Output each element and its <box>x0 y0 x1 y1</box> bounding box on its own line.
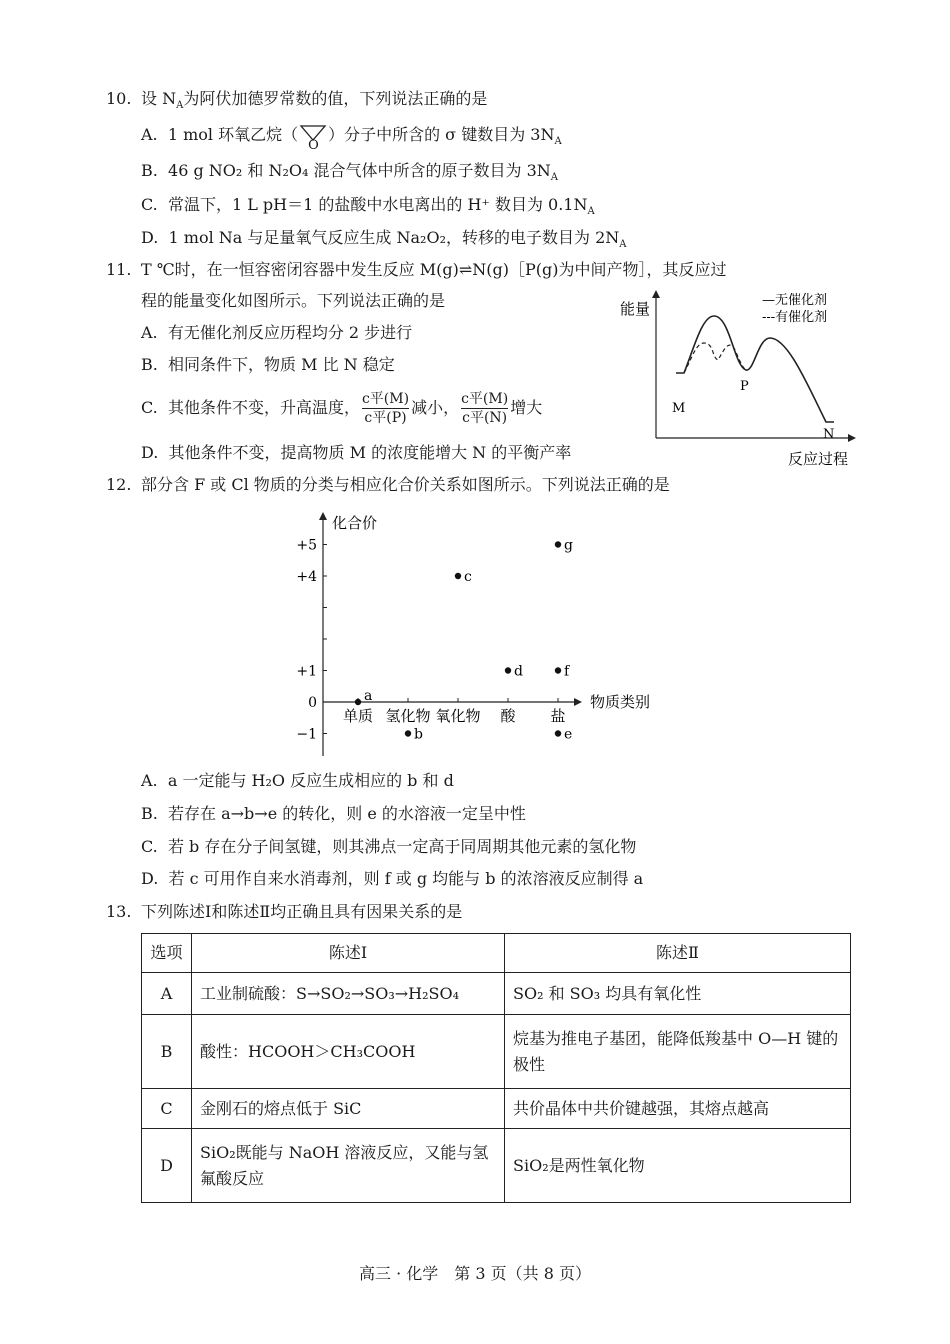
data-point-f <box>555 667 561 673</box>
epoxide-structure-icon: O <box>298 125 328 147</box>
y-tick-label: −1 <box>296 726 317 743</box>
header-statement-1: 陈述Ⅰ <box>192 934 505 973</box>
data-point-label: f <box>564 663 570 680</box>
q10-option-b: B. 46 g NO₂ 和 N₂O₄ 混合气体中所含的原子数目为 $3N_A$ <box>141 161 559 184</box>
table-row <box>142 1015 851 1089</box>
table-row <box>142 1129 851 1203</box>
q11-option-b: B. 相同条件下，物质 M 比 N 稳定 <box>141 355 395 374</box>
q12-option-c: C. 若 b 存在分子间氢键，则其沸点一定高于同周期其他元素的氢化物 <box>141 837 637 856</box>
data-point-g <box>555 541 561 547</box>
q13-number: 13. <box>106 902 132 921</box>
q10-number: 10. <box>106 89 132 108</box>
category-axis-label: 物质类别 <box>590 693 651 711</box>
row-statement-1: 工业制硫酸：S→SO₂→SO₃→H₂SO₄ <box>192 973 505 1015</box>
y-tick-label: +5 <box>296 537 317 554</box>
q11-number: 11. <box>106 260 132 279</box>
q11-stem-line2: 程的能量变化如图所示。下列说法正确的是 <box>141 291 446 310</box>
curve-no-catalyst <box>676 316 834 422</box>
row-statement-1: 酸性：HCOOH＞CH₃COOH <box>192 1015 505 1089</box>
q10-stem: 设 $N_A$为阿伏加德罗常数的值，下列说法正确的是 <box>141 89 488 112</box>
table-row <box>142 1089 851 1129</box>
fraction-m-over-p: $\frac{\text{c平(M)}}{\text{c平(P)}}$ <box>361 391 410 426</box>
category-label: 氧化物 <box>435 707 481 725</box>
valence-axis-label: 化合价 <box>332 514 378 532</box>
q10-option-d: D. 1 mol Na 与足量氧气反应生成 Na₂O₂，转移的电子数目为 $2N_A$ <box>141 228 627 251</box>
data-point-d <box>505 667 511 673</box>
y-tick-label: 0 <box>308 695 317 711</box>
q11-option-a: A. 有无催化剂反应历程均分 2 步进行 <box>141 323 413 342</box>
header-statement-2: 陈述Ⅱ <box>505 934 851 973</box>
data-point-label: d <box>514 663 523 680</box>
row-option: D <box>142 1129 192 1203</box>
q12-option-d: D. 若 c 可用作自来水消毒剂，则 f 或 g 均能与 b 的浓溶液反应制得 a <box>141 869 644 888</box>
q12-option-b: B. 若存在 a→b→e 的转化，则 e 的水溶液一定呈中性 <box>141 804 526 823</box>
q11-stem-line1: T ℃时，在一恒容密闭容器中发生反应 M(g)⇌N(g)［P(g)为中间产物］，其反应过 <box>141 260 727 279</box>
category-label: 氢化物 <box>385 707 431 725</box>
table-header-row <box>142 934 851 973</box>
data-point-label: c <box>464 569 472 585</box>
row-statement-1: SiO₂既能与 NaOH 溶液反应，又能与氢氟酸反应 <box>192 1129 505 1203</box>
category-label: 盐 <box>550 707 566 725</box>
q12-stem: 部分含 F 或 Cl 物质的分类与相应化合价关系如图所示。下列说法正确的是 <box>141 475 670 494</box>
legend-no-catalyst: —无催化剂 <box>762 293 828 308</box>
point-n-label: N <box>823 427 835 442</box>
row-statement-2: 共价晶体中共价键越强，其熔点越高 <box>505 1089 851 1129</box>
data-point-label: a <box>364 688 373 704</box>
row-statement-2: 烷基为推电子基团，能降低羧基中 O—H 键的极性 <box>505 1015 851 1089</box>
reaction-path-axis-label: 反应过程 <box>788 450 849 468</box>
fraction-m-over-n: $\frac{\text{c平(M)}}{\text{c平(N)}}$ <box>461 391 509 426</box>
row-option: C <box>142 1089 192 1129</box>
q12-number: 12. <box>106 475 132 494</box>
valence-category-chart <box>290 508 670 758</box>
energy-axis-label: 能量 <box>620 300 651 318</box>
legend-with-catalyst: ---有催化剂 <box>762 310 828 325</box>
energy-profile-diagram <box>612 288 862 468</box>
y-tick-label: +4 <box>296 569 317 585</box>
data-point-label: b <box>414 726 423 743</box>
data-point-a <box>355 699 361 705</box>
data-point-label: e <box>564 726 573 743</box>
q10-option-a: A. 1 mol 环氧乙烷（ O ）分子中所含的 σ 键数目为 $3N_A$ <box>141 125 562 153</box>
row-option: B <box>142 1015 192 1089</box>
q11-option-d: D. 其他条件不变，提高物质 M 的浓度能增大 N 的平衡产率 <box>141 443 572 462</box>
category-label: 酸 <box>500 707 516 725</box>
category-label: 单质 <box>342 707 374 725</box>
data-point-c <box>455 573 461 579</box>
header-option: 选项 <box>142 934 192 973</box>
y-tick-label: +1 <box>296 663 317 680</box>
data-point-b <box>405 730 411 736</box>
q12-option-a: A. a 一定能与 H₂O 反应生成相应的 b 和 d <box>141 771 454 790</box>
point-m-label: M <box>672 401 686 416</box>
data-point-e <box>555 730 561 736</box>
row-statement-2: SiO₂是两性氧化物 <box>505 1129 851 1203</box>
q13-stem: 下列陈述Ⅰ和陈述Ⅱ均正确且具有因果关系的是 <box>141 902 463 921</box>
table-row <box>142 973 851 1015</box>
data-point-label: g <box>564 537 573 554</box>
row-statement-2: SO₂ 和 SO₃ 均具有氧化性 <box>505 973 851 1015</box>
q11-option-c: C. 其他条件不变，升高温度， $\frac{\text{c平(M)}}{\text{c平(P)}}$ 减小， $\frac{\text{c平(M)}}{\text{c平(N)}}$ 增大 <box>141 391 543 426</box>
row-option: A <box>142 973 192 1015</box>
row-statement-1: 金刚石的熔点低于 SiC <box>192 1089 505 1129</box>
page-footer: 高三 · 化学 第 3 页（共 8 页） <box>359 1264 591 1283</box>
q10-option-c: C. 常温下，1 L pH＝1 的盐酸中水电离出的 H⁺ 数目为 $0.1N_A$ <box>141 195 595 218</box>
point-p-label: P <box>740 379 749 394</box>
q13-table <box>141 933 851 1203</box>
